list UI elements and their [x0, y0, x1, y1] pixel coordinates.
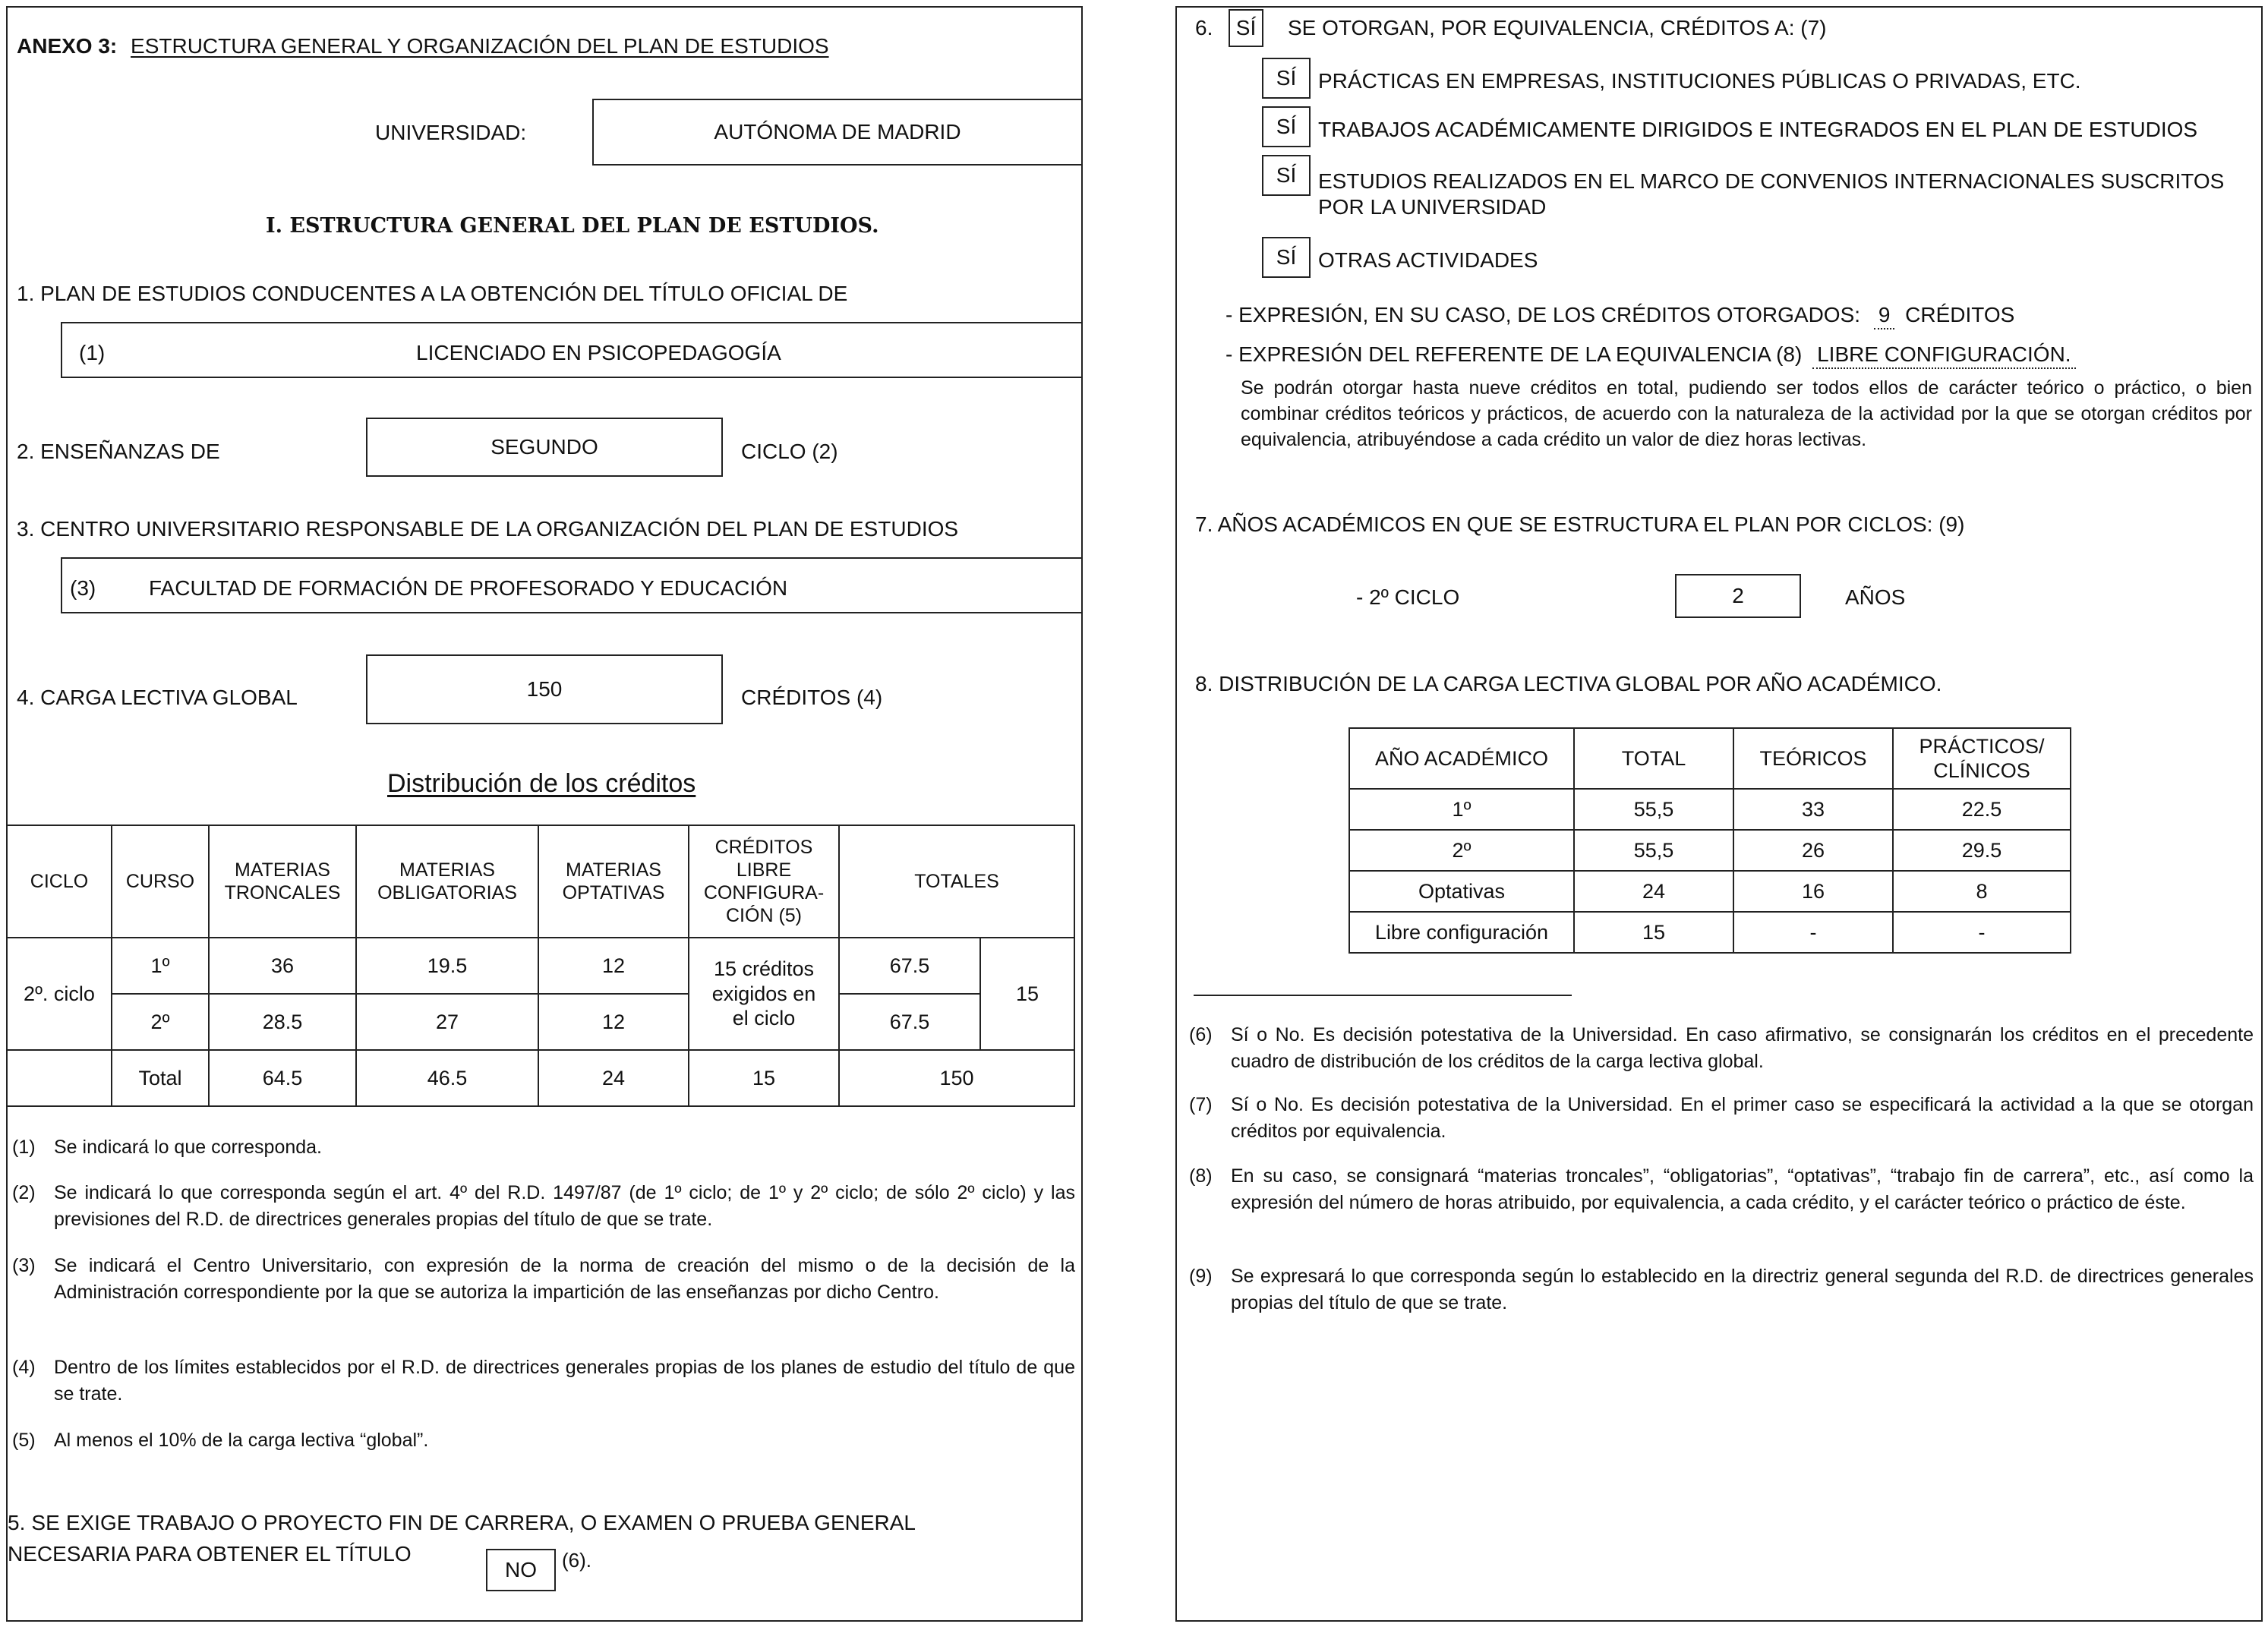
credits-value: 9: [1874, 302, 1895, 329]
annual-row1-practicos: 22.5: [1893, 789, 2071, 830]
annual-row2-total: 55,5: [1574, 830, 1733, 871]
note-4: (4) Dentro de los límites establecidos por el R.D. de directrices generales propias de los planes de estudio del título de que se trate.: [12, 1357, 1075, 1405]
thesis-value: NO: [505, 1558, 537, 1582]
total-libre: 15: [689, 1050, 839, 1106]
col-libre: CRÉDITOS LIBRE CONFIGURA- CIÓN (5): [689, 825, 839, 938]
university-field: [592, 99, 1083, 166]
option-otras-checkbox: SÍ: [1262, 237, 1311, 278]
col-obligatorias: MATERIAS OBLIGATORIAS: [356, 825, 538, 938]
title-value: LICENCIADO EN PSICOPEDAGOGÍA: [416, 341, 781, 364]
section-title: I. ESTRUCTURA GENERAL DEL PLAN DE ESTUDIOS.: [266, 214, 879, 238]
item5-text: 5. SE EXIGE TRABAJO O PROYECTO FIN DE CARRERA, O EXAMEN O PRUEBA GENERAL NECESARIA PARA OBTENER EL TÍTULO: [8, 1511, 916, 1566]
item3-text: 3. CENTRO UNIVERSITARIO RESPONSABLE DE LA ORGANIZACIÓN DEL PLAN DE ESTUDIOS: [17, 517, 959, 541]
item2-label: 2. ENSEÑANZAS DE: [17, 440, 220, 463]
note-9: (9) Se expresará lo que corresponda según lo establecido en la directriz general segunda del R.D. de directrices generales propias del título de que se trate.: [1189, 1266, 2254, 1313]
annual-table: [1348, 727, 2071, 954]
note-5: (5) Al menos el 10% de la carga lectiva “global”.: [12, 1430, 429, 1451]
item6-text: SE OTORGAN, POR EQUIVALENCIA, CRÉDITOS A: (7): [1288, 16, 1827, 39]
annual-row3-year: Optativas: [1349, 871, 1574, 912]
col-ciclo: CICLO: [7, 825, 112, 938]
item8-text: 8. DISTRIBUCIÓN DE LA CARGA LECTIVA GLOBAL POR AÑO ACADÉMICO.: [1195, 672, 1942, 695]
thesis-field: [486, 1549, 556, 1591]
row2-optativas: 12: [538, 994, 689, 1050]
credits-table: [6, 825, 1075, 1107]
item4-label: 4. CARGA LECTIVA GLOBAL: [17, 686, 298, 709]
total-label: Total: [112, 1050, 209, 1106]
annual-row3-teoricos: 16: [1733, 871, 1893, 912]
annual-row4-practicos: -: [1893, 912, 2071, 953]
reference-label: - EXPRESIÓN DEL REFERENTE DE LA EQUIVALENCIA (8): [1225, 342, 1803, 366]
col-totales: TOTALES: [839, 825, 1074, 938]
credits-line: [1225, 302, 2014, 329]
total-totales: 150: [839, 1050, 1074, 1106]
option-trabajos-text: TRABAJOS ACADÉMICAMENTE DIRIGIDOS E INTEGRADOS EN EL PLAN DE ESTUDIOS: [1318, 118, 2198, 141]
years-field: [1675, 574, 1801, 618]
centre-field: [61, 557, 1083, 613]
equivalence-checkbox: SÍ: [1229, 9, 1263, 47]
annual-row1-teoricos: 33: [1733, 789, 1893, 830]
footnote-divider: [1194, 995, 1572, 996]
row1-curso: 1º: [112, 938, 209, 994]
option-convenios-checkbox: SÍ: [1262, 155, 1311, 196]
row2-total: 67.5: [839, 994, 980, 1050]
total-obligatorias: 46.5: [356, 1050, 538, 1106]
ciclo-cell: 2º. ciclo: [7, 938, 112, 1050]
annual-row3-practicos: 8: [1893, 871, 2071, 912]
row1-obligatorias: 19.5: [356, 938, 538, 994]
note-2: (2) Se indicará lo que corresponda según el art. 4º del R.D. 1497/87 (de 1º ciclo; de 1º y 2º ciclo; de sólo 2º ciclo) y las previsiones del R.D. de directrices generales propias del título de que se trate.: [12, 1182, 1075, 1230]
col-troncales: MATERIAS TRONCALES: [209, 825, 356, 938]
cycle-field: [366, 418, 723, 477]
title-field: [61, 322, 1083, 378]
annual-row4-teoricos: -: [1733, 912, 1893, 953]
title-ref: (1): [79, 341, 106, 364]
distribution-title: Distribución de los créditos: [387, 769, 696, 798]
option-convenios-text: ESTUDIOS REALIZADOS EN EL MARCO DE CONVENIOS INTERNACIONALES SUSCRITOS POR LA UNIVERSIDAD: [1318, 169, 2225, 219]
years-label: - 2º CICLO: [1356, 585, 1460, 609]
annual-row2-year: 2º: [1349, 830, 1574, 871]
merged-total: 15: [980, 938, 1074, 1050]
note-6: (6) Sí o No. Es decisión potestativa de la Universidad. En caso afirmativo, se consignarán los créditos en el precedente cuadro de distribución de los créditos de la carga lectiva global.: [1189, 1024, 2254, 1072]
note-7: (7) Sí o No. Es decisión potestativa de la Universidad. En el primer caso se especificará la actividad a la que se otorgan créditos por equivalencia.: [1189, 1094, 2254, 1142]
credits-suffix: CRÉDITOS: [1905, 303, 2015, 326]
reference-value: LIBRE CONFIGURACIÓN.: [1812, 342, 2075, 369]
option-practicas-text: PRÁCTICAS EN EMPRESAS, INSTITUCIONES PÚBLICAS O PRIVADAS, ETC.: [1318, 69, 2081, 93]
annual-row3-total: 24: [1574, 871, 1733, 912]
item1-text: 1. PLAN DE ESTUDIOS CONDUCENTES A LA OBTENCIÓN DEL TÍTULO OFICIAL DE: [17, 282, 848, 305]
annual-row4-year: Libre configuración: [1349, 912, 1574, 953]
annual-row1-year: 1º: [1349, 789, 1574, 830]
item4-suffix: CRÉDITOS (4): [741, 686, 883, 709]
annual-row4-total: 15: [1574, 912, 1733, 953]
load-value: 150: [526, 677, 563, 702]
col-optativas: MATERIAS OPTATIVAS: [538, 825, 689, 938]
load-field: [366, 654, 723, 724]
annex-title: ESTRUCTURA GENERAL Y ORGANIZACIÓN DEL PLAN DE ESTUDIOS: [131, 34, 829, 58]
centre-ref: (3): [70, 576, 96, 600]
total-blank: [7, 1050, 112, 1106]
equivalence-paragraph: Se podrán otorgar hasta nueve créditos en total, pudiendo ser todos ellos de carácter teórico o práctico, o bien combinar créditos teóricos y prácticos, de acuerdo con la naturaleza de la actividad por la que se otorgan créditos por equivalencia, atribuyéndose a cada crédito un valor de diez horas lectivas.: [1241, 377, 2252, 450]
item6-num: 6.: [1195, 16, 1213, 39]
item7-text: 7. AÑOS ACADÉMICOS EN QUE SE ESTRUCTURA EL PLAN POR CICLOS: (9): [1195, 512, 1965, 536]
annual-col-year: AÑO ACADÉMICO: [1349, 728, 1574, 789]
option-trabajos-checkbox: SÍ: [1262, 106, 1311, 147]
col-curso: CURSO: [112, 825, 209, 938]
option-otras-text: OTRAS ACTIVIDADES: [1318, 248, 1538, 272]
option-practicas-checkbox: SÍ: [1262, 58, 1311, 99]
row1-troncales: 36: [209, 938, 356, 994]
item5-ref: (6).: [562, 1549, 591, 1572]
annual-row1-total: 55,5: [1574, 789, 1733, 830]
note-1: (1) Se indicará lo que corresponda.: [12, 1137, 323, 1158]
annual-row2-teoricos: 26: [1733, 830, 1893, 871]
row2-obligatorias: 27: [356, 994, 538, 1050]
years-suffix: AÑOS: [1845, 585, 1906, 609]
centre-value: FACULTAD DE FORMACIÓN DE PROFESORADO Y EDUCACIÓN: [149, 576, 788, 600]
total-troncales: 64.5: [209, 1050, 356, 1106]
annual-row2-practicos: 29.5: [1893, 830, 2071, 871]
total-optativas: 24: [538, 1050, 689, 1106]
university-label: UNIVERSIDAD:: [375, 121, 527, 144]
university-value: AUTÓNOMA DE MADRID: [714, 120, 961, 144]
row1-total: 67.5: [839, 938, 980, 994]
item2-suffix: CICLO (2): [741, 440, 838, 463]
reference-line: [1225, 342, 2076, 369]
annual-col-practicos: PRÁCTICOS/ CLÍNICOS: [1893, 728, 2071, 789]
cycle-value: SEGUNDO: [491, 435, 598, 459]
note-3: (3) Se indicará el Centro Universitario, con expresión de la norma de creación del mismo o de la decisión de la Administración correspondiente por la que se autoriza la impartición de las enseñanzas por dicho Centro.: [12, 1255, 1075, 1303]
note-8: (8) En su caso, se consignará “materias troncales”, “obligatorias”, “optativas”, “trabajo fin de carrera”, etc., así como la expresión del número de horas atribuido, por equivalencia, a cada crédito, y el carácter teórico o práctico de éste.: [1189, 1165, 2254, 1213]
years-value: 2: [1732, 584, 1744, 608]
credits-label: - EXPRESIÓN, EN SU CASO, DE LOS CRÉDITOS OTORGADOS:: [1225, 303, 1861, 326]
row2-troncales: 28.5: [209, 994, 356, 1050]
row1-optativas: 12: [538, 938, 689, 994]
libre-note: 15 créditos exigidos en el ciclo: [689, 938, 839, 1050]
annex-label: ANEXO 3:: [17, 34, 118, 58]
annex-header: [17, 33, 829, 59]
annual-col-teoricos: TEÓRICOS: [1733, 728, 1893, 789]
row2-curso: 2º: [112, 994, 209, 1050]
annual-col-total: TOTAL: [1574, 728, 1733, 789]
